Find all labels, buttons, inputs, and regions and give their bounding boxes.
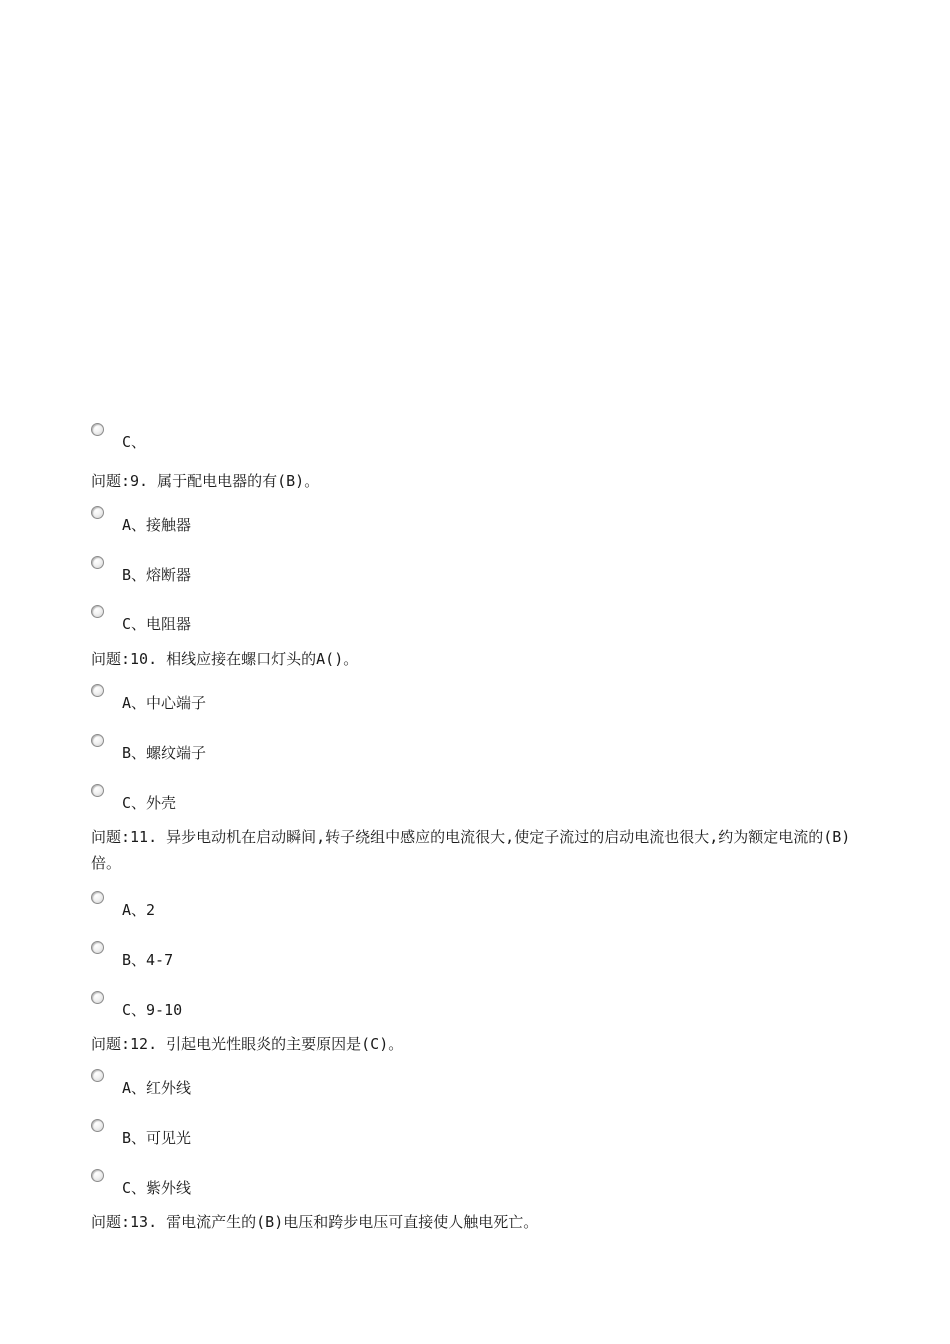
option-label: B、螺纹端子 (122, 744, 207, 762)
radio-button-icon[interactable] (91, 784, 104, 797)
radio-button-icon[interactable] (91, 734, 104, 747)
radio-button-icon[interactable] (91, 991, 104, 1004)
question-13: 问题:13. 雷电流产生的(B)电压和跨步电压可直接使人触电死亡。 (91, 1213, 539, 1231)
option-c-q10[interactable] (91, 784, 691, 814)
question-10: 问题:10. 相线应接在螺口灯头的A()。 (91, 650, 359, 668)
radio-button-icon[interactable] (91, 1169, 104, 1182)
radio-button-icon[interactable] (91, 1069, 104, 1082)
radio-button-icon[interactable] (91, 1119, 104, 1132)
radio-button-icon[interactable] (91, 423, 104, 436)
option-label: B、熔断器 (122, 566, 192, 584)
option-b-q10[interactable] (91, 734, 691, 764)
radio-button-icon[interactable] (91, 605, 104, 618)
option-label: C、9-10 (122, 1001, 183, 1019)
radio-button-icon[interactable] (91, 506, 104, 519)
radio-button-icon[interactable] (91, 891, 104, 904)
option-label: A、接触器 (122, 516, 192, 534)
option-c-q9[interactable] (91, 605, 691, 635)
option-label: B、可见光 (122, 1129, 192, 1147)
option-label: A、红外线 (122, 1079, 192, 1097)
option-c-q12[interactable] (91, 1169, 691, 1199)
option-label: C、 (122, 433, 147, 451)
radio-button-icon[interactable] (91, 941, 104, 954)
option-a-q9[interactable] (91, 506, 691, 536)
option-a-q11[interactable] (91, 891, 691, 921)
option-b-q12[interactable] (91, 1119, 691, 1149)
option-c-q8[interactable] (91, 423, 691, 453)
radio-button-icon[interactable] (91, 684, 104, 697)
option-label: C、电阻器 (122, 615, 192, 633)
option-b-q9[interactable] (91, 556, 691, 586)
radio-button-icon[interactable] (91, 556, 104, 569)
option-label: B、4-7 (122, 951, 174, 969)
option-a-q10[interactable] (91, 684, 691, 714)
option-label: A、2 (122, 901, 156, 919)
question-11: 问题:11. 异步电动机在启动瞬间,转子绕组中感应的电流很大,使定子流过的启动电流也很大,约为额定电流的(B)倍。 (91, 828, 851, 872)
question-9: 问题:9. 属于配电电器的有(B)。 (91, 472, 320, 490)
option-label: C、外壳 (122, 794, 177, 812)
option-label: C、紫外线 (122, 1179, 192, 1197)
option-b-q11[interactable] (91, 941, 691, 971)
option-c-q11[interactable] (91, 991, 691, 1021)
question-12: 问题:12. 引起电光性眼炎的主要原因是(C)。 (91, 1035, 404, 1053)
option-label: A、中心端子 (122, 694, 207, 712)
option-a-q12[interactable] (91, 1069, 691, 1099)
